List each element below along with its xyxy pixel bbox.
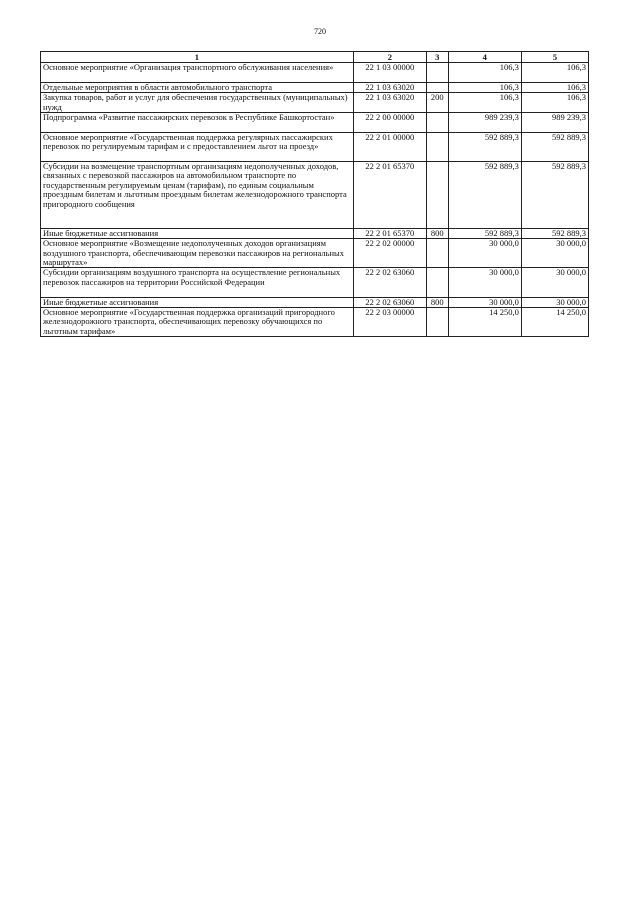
row-name-cell: Основное мероприятие «Государственная поддержка регулярных пассажирских перевозок по регулируемым тарифам и с предоставлением льгот на проезд»	[41, 132, 354, 161]
row-name-cell: Иные бюджетные ассигнования	[41, 297, 354, 307]
row-name-cell: Основное мероприятие «Возмещение недополученных доходов организациям воздушного транспорта, обеспечивающим перевозки пассажиров на региональных маршрутах»	[41, 239, 354, 268]
row-code-cell: 22 2 02 00000	[353, 239, 426, 268]
row-value-2-cell: 30 000,0	[521, 239, 588, 268]
row-value-2-cell: 30 000,0	[521, 297, 588, 307]
row-code-cell: 22 2 03 00000	[353, 308, 426, 337]
row-value-1-cell: 592 889,3	[448, 228, 521, 238]
table-row	[41, 268, 589, 297]
row-type-cell	[426, 113, 448, 133]
row-value-2-cell: 30 000,0	[521, 268, 588, 297]
row-code-cell: 22 2 01 00000	[353, 132, 426, 161]
row-value-1-cell: 106,3	[448, 63, 521, 83]
column-header-type: 3	[426, 52, 448, 63]
row-code-cell: 22 1 03 63020	[353, 93, 426, 113]
row-name-cell: Субсидии на возмещение транспортным организациям недополученных доходов, связанных с перевозкой пассажиров на автомобильном транспорте по государственным регулируемым ценам (тарифам), по единым социальным проездным билетам и льготным проездным билетам железнодорожного транспорта пригородного сообщения	[41, 162, 354, 229]
table-row	[41, 93, 589, 113]
column-header-value-2: 5	[521, 52, 588, 63]
row-name-cell: Основное мероприятие «Государственная поддержка организаций пригородного железнодорожного транспорта, обеспечивающих перевозку обучающихся по льготным тарифам»	[41, 308, 354, 337]
row-type-cell: 800	[426, 228, 448, 238]
row-name-cell: Закупка товаров, работ и услуг для обеспечения государственных (муниципальных) нужд	[41, 93, 354, 113]
row-code-cell: 22 2 01 65370	[353, 162, 426, 229]
table-row	[41, 308, 589, 337]
row-value-2-cell: 106,3	[521, 63, 588, 83]
row-value-2-cell: 106,3	[521, 93, 588, 113]
row-type-cell	[426, 239, 448, 268]
row-type-cell	[426, 63, 448, 83]
row-type-cell: 200	[426, 93, 448, 113]
row-value-2-cell: 106,3	[521, 82, 588, 92]
row-value-2-cell: 989 239,3	[521, 113, 588, 133]
row-value-2-cell: 592 889,3	[521, 162, 588, 229]
row-name-cell: Подпрограмма «Развитие пассажирских перевозок в Республике Башкортостан»	[41, 113, 354, 133]
table-row	[41, 297, 589, 307]
row-name-cell: Отдельные мероприятия в области автомобильного транспорта	[41, 82, 354, 92]
row-value-1-cell: 30 000,0	[448, 297, 521, 307]
column-header-name: 1	[41, 52, 354, 63]
row-value-1-cell: 30 000,0	[448, 268, 521, 297]
row-value-1-cell: 106,3	[448, 93, 521, 113]
row-name-cell: Иные бюджетные ассигнования	[41, 228, 354, 238]
row-value-1-cell: 989 239,3	[448, 113, 521, 133]
table-row	[41, 239, 589, 268]
row-name-cell: Основное мероприятие «Организация транспортного обслуживания населения»	[41, 63, 354, 83]
table-row	[41, 113, 589, 133]
table-row	[41, 132, 589, 161]
row-type-cell: 800	[426, 297, 448, 307]
row-code-cell: 22 2 00 00000	[353, 113, 426, 133]
row-code-cell: 22 1 03 63020	[353, 82, 426, 92]
row-type-cell	[426, 162, 448, 229]
row-value-2-cell: 14 250,0	[521, 308, 588, 337]
table-header-row	[41, 52, 589, 63]
column-header-code: 2	[353, 52, 426, 63]
table-row	[41, 162, 589, 229]
row-code-cell: 22 1 03 00000	[353, 63, 426, 83]
row-code-cell: 22 2 01 65370	[353, 228, 426, 238]
row-type-cell	[426, 82, 448, 92]
page-number: 720	[314, 27, 326, 36]
row-value-1-cell: 592 889,3	[448, 162, 521, 229]
row-code-cell: 22 2 02 63060	[353, 297, 426, 307]
row-value-1-cell: 30 000,0	[448, 239, 521, 268]
budget-table	[40, 51, 589, 337]
table-row	[41, 228, 589, 238]
row-value-1-cell: 592 889,3	[448, 132, 521, 161]
table-row	[41, 82, 589, 92]
row-name-cell: Субсидии организациям воздушного транспорта на осуществление региональных перевозок пассажиров на территории Российской Федерации	[41, 268, 354, 297]
table-body	[41, 63, 589, 337]
column-header-value-1: 4	[448, 52, 521, 63]
row-value-1-cell: 106,3	[448, 82, 521, 92]
row-value-1-cell: 14 250,0	[448, 308, 521, 337]
row-value-2-cell: 592 889,3	[521, 228, 588, 238]
row-code-cell: 22 2 02 63060	[353, 268, 426, 297]
table-row	[41, 63, 589, 83]
row-type-cell	[426, 132, 448, 161]
row-type-cell	[426, 308, 448, 337]
row-type-cell	[426, 268, 448, 297]
row-value-2-cell: 592 889,3	[521, 132, 588, 161]
